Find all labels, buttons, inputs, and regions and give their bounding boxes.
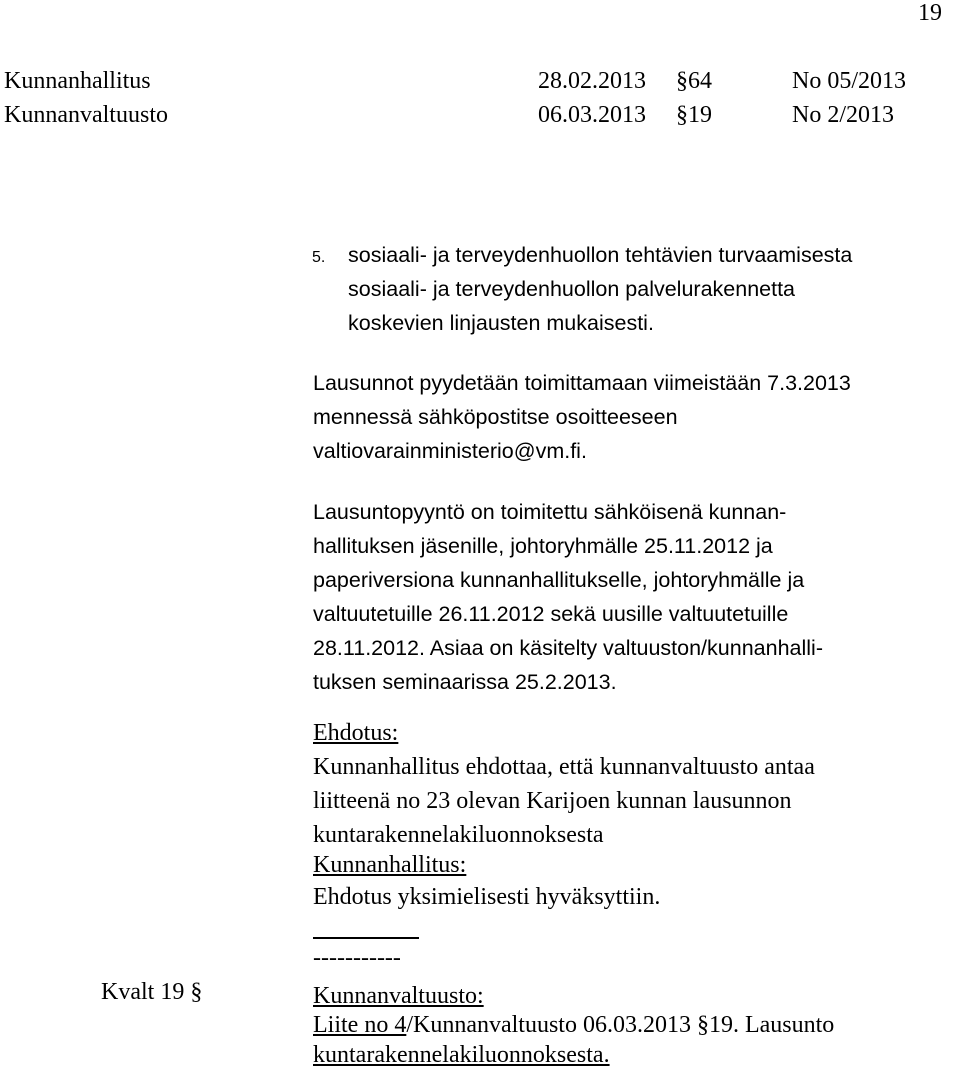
paragraph-line: paperiversiona kunnanhallitukselle, johtoryhmälle ja [313,568,805,592]
separator-line [313,937,419,939]
paragraph-line: valtuutetuille 26.11.2012 sekä uusille valtuutetuille [313,602,789,626]
list-item-line: sosiaali- ja terveydenhuollon tehtävien turvaamisesta [348,243,853,267]
attachment-link[interactable]: Liite no 4 [313,1012,407,1038]
proposal-line: Kunnanhallitus ehdottaa, että kunnanvaltuusto antaa [313,754,815,780]
header-number-2: No 2/2013 [792,102,894,128]
proposal-heading: Ehdotus: [313,720,399,746]
paragraph-line: Lausunnot pyydetään toimittamaan viimeistään 7.3.2013 [313,371,851,395]
list-item-line: sosiaali- ja terveydenhuollon palvelurakennetta [348,277,796,301]
header-date-1: 28.02.2013 [538,68,646,94]
header-body-1: Kunnanhallitus [4,68,151,94]
council-margin-label: Kvalt 19 § [101,979,203,1005]
paragraph-line: valtiovarainministerio@vm.fi. [313,439,587,463]
paragraph-line: Lausuntopyyntö on toimitettu sähköisenä kunnan- [313,500,787,524]
header-section-2: §19 [676,102,712,128]
page-number: 19 [918,0,942,26]
header-body-2: Kunnanvaltuusto [4,102,168,128]
paragraph-line: 28.11.2012. Asiaa on käsitelty valtuuston/kunnanhalli- [313,636,823,660]
proposal-line: kuntarakennelakiluonnoksesta [313,822,604,848]
council-heading: Kunnanvaltuusto: [313,983,484,1009]
council-line-1-rest: /Kunnanvaltuusto 06.03.2013 §19. Lausunto [406,1012,835,1038]
list-item-line: koskevien linjausten mukaisesti. [348,311,654,335]
separator-dashes: ----------- [313,945,401,971]
header-number-1: No 05/2013 [792,68,906,94]
paragraph-line: mennessä sähköpostitse osoitteeseen [313,405,678,429]
header-date-2: 06.03.2013 [538,102,646,128]
paragraph-line: hallituksen jäsenille, johtoryhmälle 25.11.2012 ja [313,534,773,558]
council-line-2: kuntarakennelakiluonnoksesta. [313,1042,610,1068]
proposal-line: liitteenä no 23 olevan Karijoen kunnan lausunnon [313,788,792,814]
council-line-1 [313,1008,834,1042]
list-item-number: 5. [312,249,326,266]
board-decision-heading: Kunnanhallitus: [313,852,467,878]
board-decision-text: Ehdotus yksimielisesti hyväksyttiin. [313,884,661,910]
paragraph-line: tuksen seminaarissa 25.2.2013. [313,670,617,694]
header-section-1: §64 [676,68,712,94]
